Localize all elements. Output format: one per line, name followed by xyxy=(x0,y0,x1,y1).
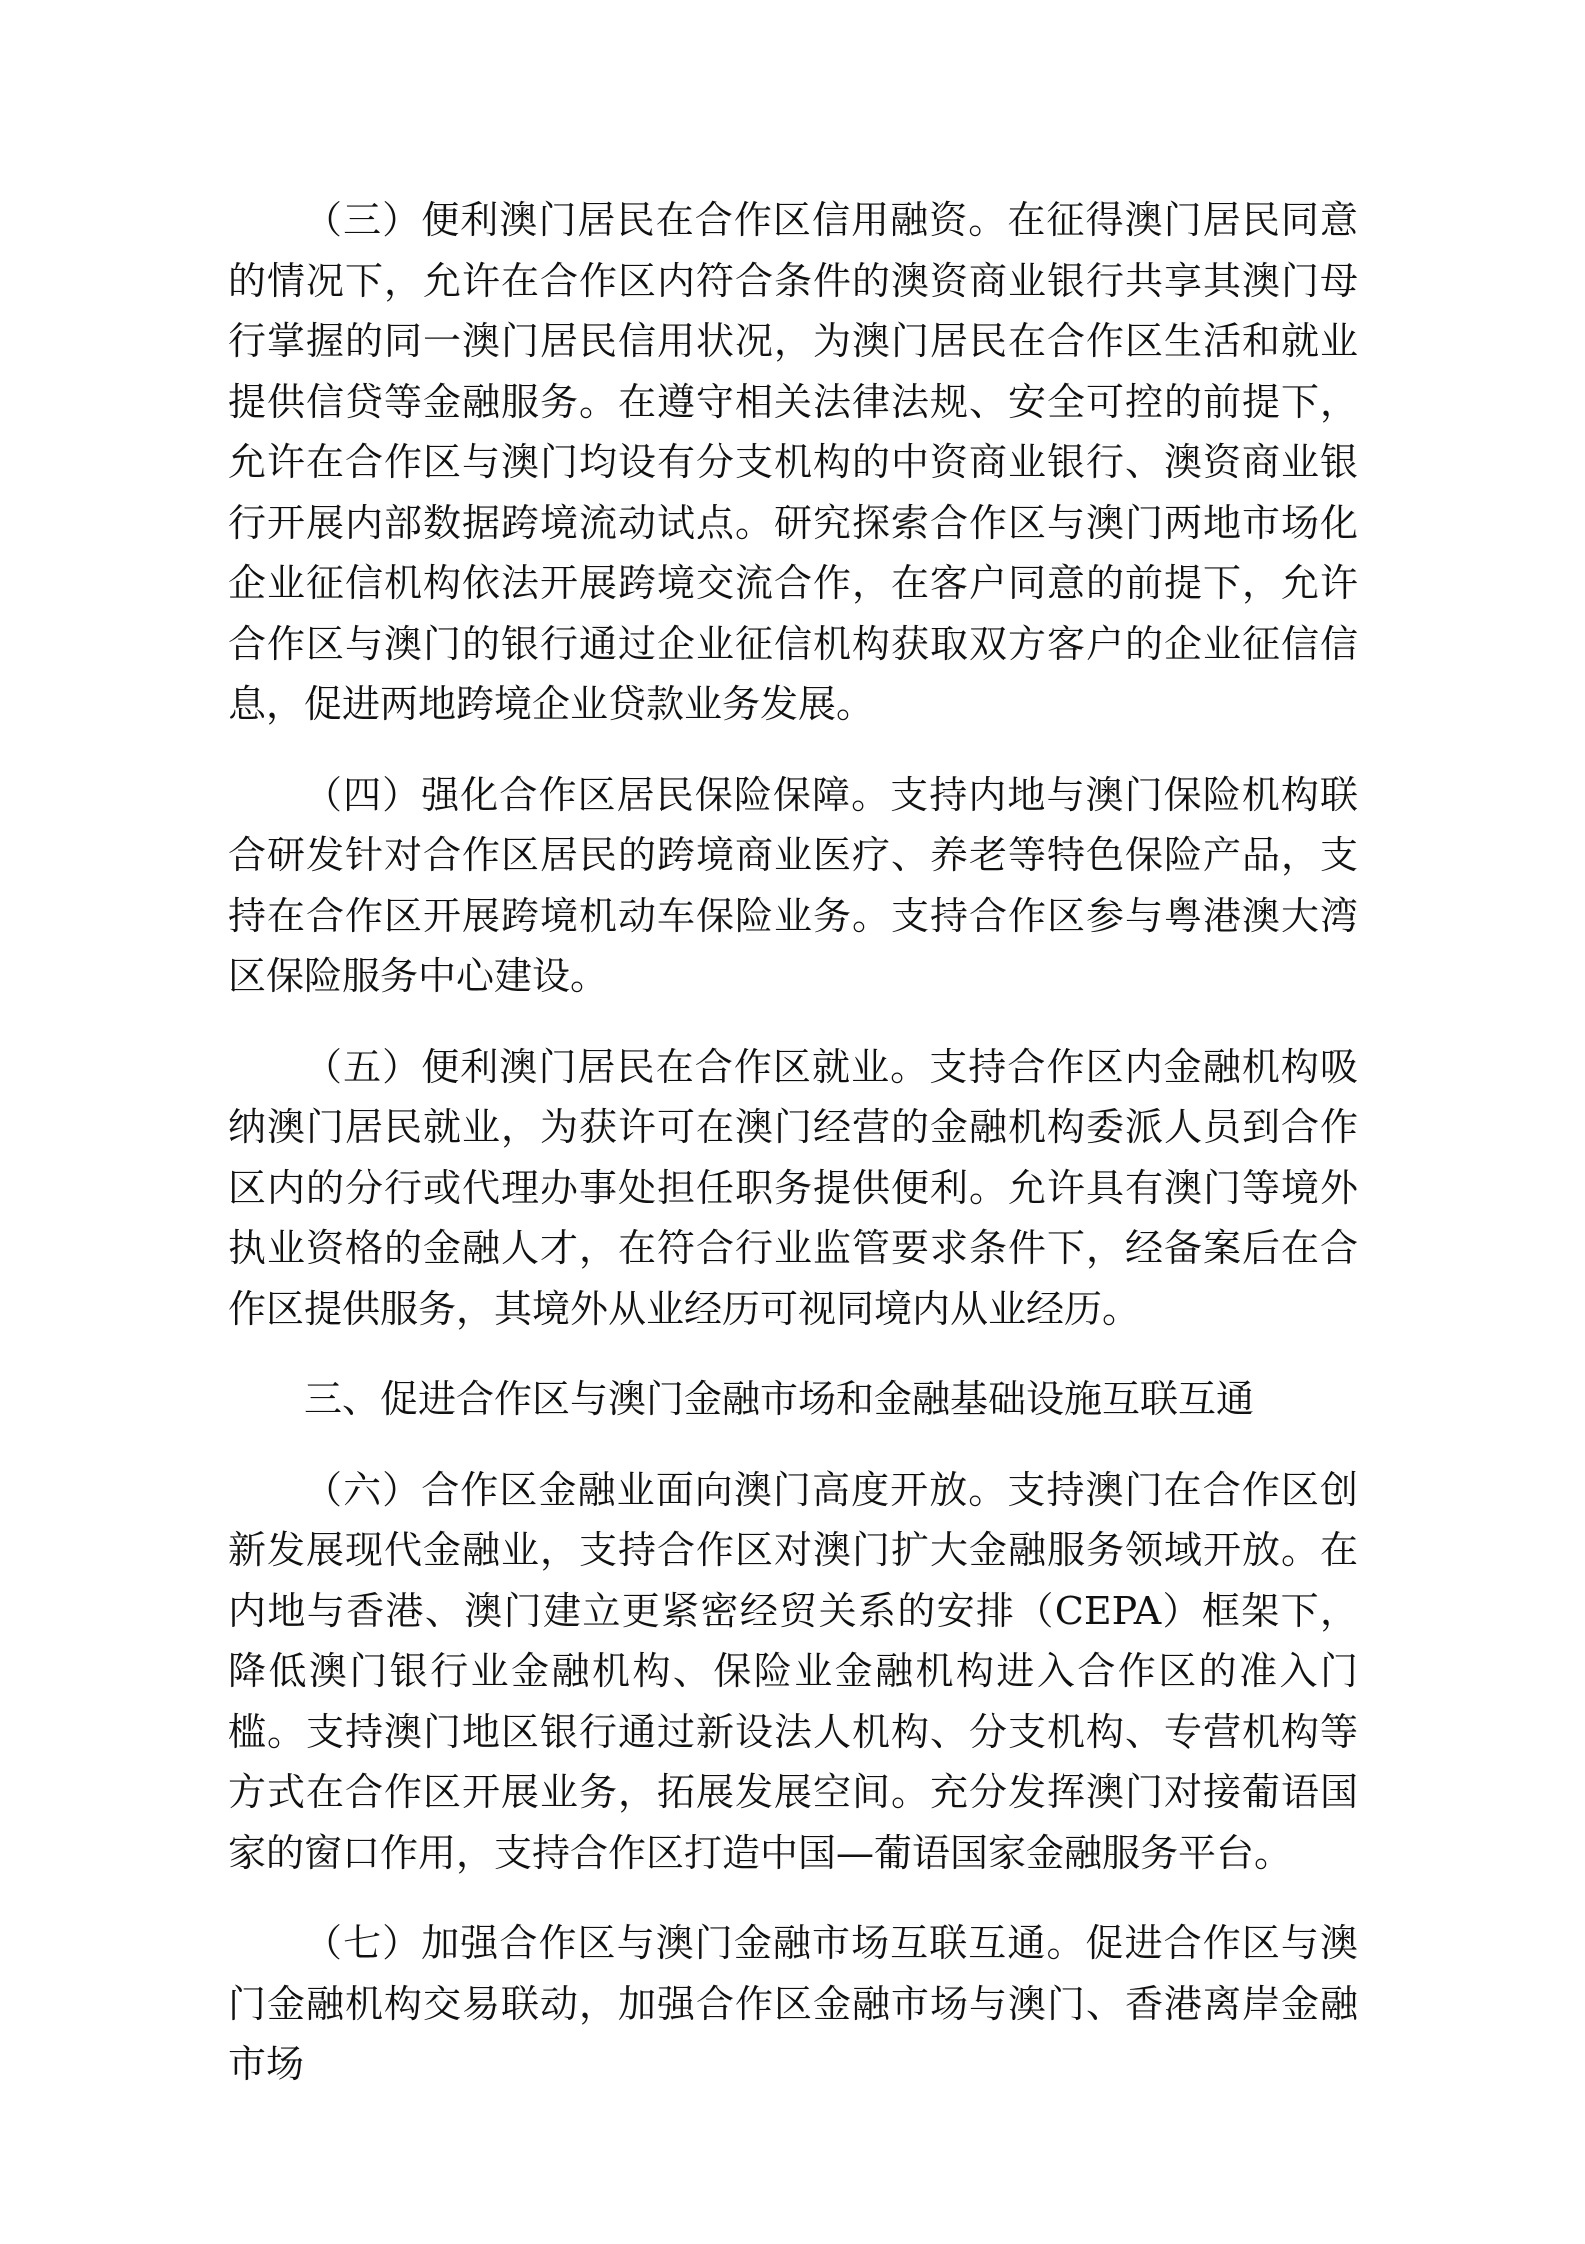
paragraph-item-5-employment: （五）便利澳门居民在合作区就业。支持合作区内金融机构吸纳澳门居民就业，为获许可在澳门经营的金融机构委派人员到合作区内的分行或代理办事处担任职务提供便利。允许具有澳门等境外执业资格的金融人才，在符合行业监管要求条件下，经备案后在合作区提供服务，其境外从业经历可视同境内从业经历。 xyxy=(228,1044,1358,1331)
paragraph-item-3-credit-financing: （三）便利澳门居民在合作区信用融资。在征得澳门居民同意的情况下，允许在合作区内符合条件的澳资商业银行共享其澳门母行掌握的同一澳门居民信用状况，为澳门居民在合作区生活和就业提供信贷等金融服务。在遵守相关法律法规、安全可控的前提下，允许在合作区与澳门均设有分支机构的中资商业银行、澳资商业银行开展内部数据跨境流动试点。研究探索合作区与澳门两地市场化企业征信机构依法开展跨境交流合作，在客户同意的前提下，允许合作区与澳门的银行通过企业征信机构获取双方客户的企业征信信息，促进两地跨境企业贷款业务发展。 xyxy=(228,198,1358,726)
document-body xyxy=(228,190,1358,2125)
paragraph-item-4-insurance: （四）强化合作区居民保险保障。支持内地与澳门保险机构联合研发针对合作区居民的跨境商业医疗、养老等特色保险产品，支持在合作区开展跨境机动车保险业务。支持合作区参与粤港澳大湾区保险服务中心建设。 xyxy=(228,772,1358,998)
paragraph-item-7-market-connectivity: （七）加强合作区与澳门金融市场互联互通。促进合作区与澳门金融机构交易联动，加强合作区金融市场与澳门、香港离岸金融市场 xyxy=(228,1921,1358,2086)
paragraph-item-6-opening: （六）合作区金融业面向澳门高度开放。支持澳门在合作区创新发展现代金融业，支持合作区对澳门扩大金融服务领域开放。在内地与香港、澳门建立更紧密经贸关系的安排（CEPA）框架下，降低澳门银行业金融机构、保险业金融机构进入合作区的准入门槛。支持澳门地区银行通过新设法人机构、分支机构、专营机构等方式在合作区开展业务，拓展发展空间。充分发挥澳门对接葡语国家的窗口作用，支持合作区打造中国—葡语国家金融服务平台。 xyxy=(228,1467,1358,1875)
section-heading-3: 三、促进合作区与澳门金融市场和金融基础设施互联互通 xyxy=(304,1377,1255,1421)
